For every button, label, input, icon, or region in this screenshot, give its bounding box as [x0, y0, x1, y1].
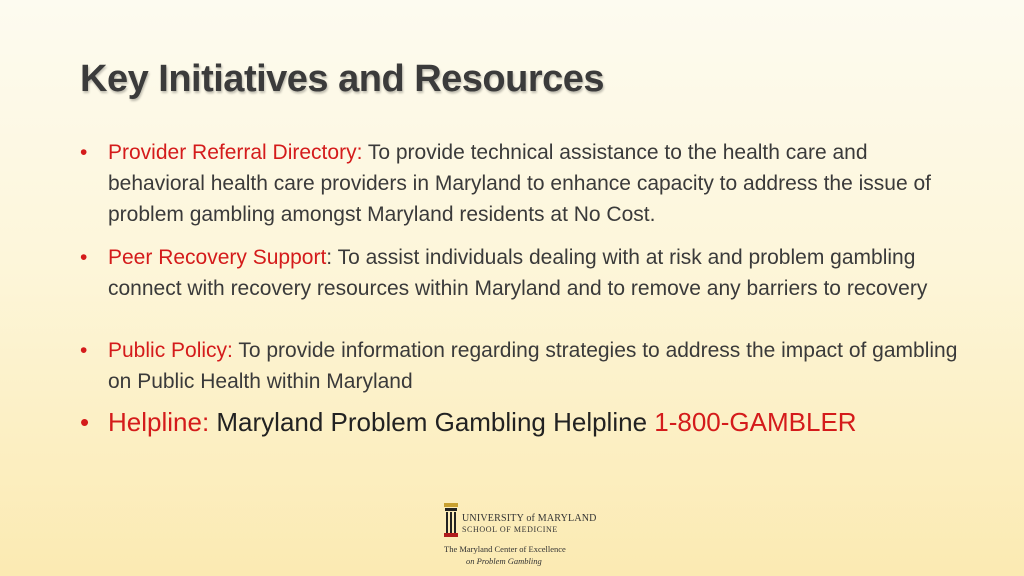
bullet-colon: : [326, 246, 333, 269]
logo-university-name: UNIVERSITY of MARYLAND [462, 513, 597, 524]
slide-title: Key Initiatives and Resources [80, 58, 605, 100]
bullet-text: Maryland Problem Gambling Helpline [209, 407, 655, 437]
bullet-public-policy [80, 335, 960, 397]
helpline-phone: 1-800-GAMBLER [654, 407, 857, 437]
bullet-dot: • [80, 407, 90, 437]
bullet-label: Peer Recovery Support [108, 246, 327, 269]
bullet-peer-recovery [80, 242, 960, 304]
logo-center-subtitle: on Problem Gambling [466, 556, 542, 566]
bullet-text: To provide information regarding strategies to address the impact of gambling on Public Health within Maryland [108, 339, 958, 393]
bullet-label: Helpline: [108, 407, 210, 437]
bullet-list [80, 137, 960, 442]
bullet-text: To provide technical assistance to the health care and behavioral health care providers in Maryland to enhance capacity to address the issue of problem gambling amongst Maryland residents at No Cost. [108, 141, 931, 226]
bullet-label: Provider Referral Directory: [108, 141, 363, 164]
bullet-helpline [80, 402, 960, 442]
umd-logo [444, 503, 597, 571]
logo-center-name: The Maryland Center of Excellence [444, 544, 566, 554]
bullet-dot: • [80, 246, 88, 269]
bullet-dot: • [80, 141, 88, 164]
bullet-text: To assist individuals dealing with at risk and problem gambling connect with recovery resources within Maryland and to remove any barriers to recovery [108, 246, 928, 300]
logo-school-name: SCHOOL OF MEDICINE [462, 525, 558, 534]
bullet-dot: • [80, 339, 88, 362]
bullet-provider-referral [80, 137, 960, 230]
bullet-label: Public Policy: [108, 339, 233, 362]
umd-shield-icon [444, 503, 458, 537]
